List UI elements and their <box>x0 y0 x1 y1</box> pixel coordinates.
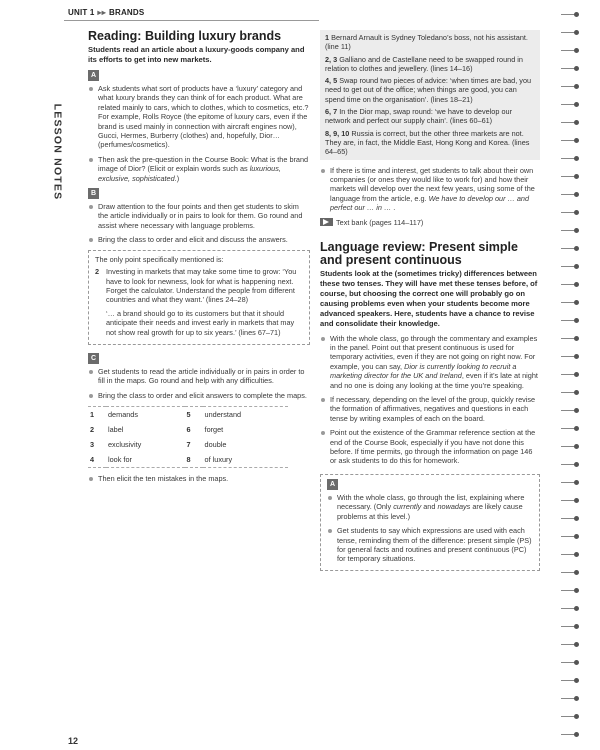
extension-bullet: If there is time and interest, get students to talk about their own companies (or ones they would like to work for) and how their markets will develop over the next few years, using some of the language from the article, e.g. We have to develop our … and perfect our … in … . <box>320 166 540 213</box>
answer-box-para-2: ‘… a brand should go to its customers but that it should anticipate their needs and invest early in markets that may not show real growth for up to six years.’ (lines 67–71) <box>106 308 295 337</box>
binding-ring <box>561 356 577 360</box>
section-a-badge: A <box>88 70 99 81</box>
binding-ring <box>561 104 577 108</box>
page-number: 12 <box>68 736 79 746</box>
lr-section-a-bullet-2: Get students to say which expressions are used with each tense, reminding them of the difference: present simple (PS) for general facts and routines and present continuous (PC) for temporary situations. <box>327 526 533 564</box>
answer-entry: 4, 5 Swap round two pieces of advice: ‘when times are bad, you need to get out of the office; when things are good, you can spend time on the organisation’. (lines 18–21) <box>325 76 532 104</box>
binding-ring <box>561 50 577 54</box>
unit-label: UNIT 1 <box>68 8 95 17</box>
binding-ring <box>561 464 577 468</box>
section-c-badge: C <box>88 353 99 364</box>
section-b-bullet-2: Bring the class to order and elicit and discuss the answers. <box>88 235 310 244</box>
binding-ring <box>561 734 577 738</box>
section-b-answer-box <box>88 250 310 345</box>
answer-box-item: 2 Investing in markets that may take some time to grow: ‘You have to look for newness, look for what is happening next. Forget the calculator. Understand the people from different countries and what they want.’ (lines 24–28) ‘… a brand should go to its customers but that it should anticipate their needs and invest early in markets that may not show real growth for up to six years.’ (lines 67–71) <box>95 267 303 337</box>
answer-entry: 1 Bernard Arnault is Sydney Toledano’s boss, not his assistant. (line 11) <box>325 33 528 52</box>
binding-ring <box>561 266 577 270</box>
binding-ring <box>561 122 577 126</box>
unit-topic: BRANDS <box>108 8 145 17</box>
binding-ring <box>561 230 577 234</box>
binding-ring <box>561 590 577 594</box>
left-column <box>88 30 310 489</box>
map-mistakes-answer-box <box>320 30 540 160</box>
section-b-badge: B <box>88 188 99 199</box>
binding-ring <box>561 374 577 378</box>
section-a-box <box>320 474 540 571</box>
binding-ring <box>561 140 577 144</box>
header-rule <box>64 20 319 21</box>
text-bank-reference: Text bank (pages 114–117) <box>320 218 540 227</box>
binding-ring <box>561 158 577 162</box>
reading-title: Reading: Building luxury brands <box>88 29 282 43</box>
binding-ring <box>561 320 577 324</box>
binding-ring <box>561 518 577 522</box>
right-column <box>320 30 540 571</box>
binding-ring <box>561 698 577 702</box>
binding-ring <box>561 410 577 414</box>
answer-box-para-1: Investing in markets that may take some time to grow: ‘You have to look for newness, look for what is happening next. Forget the calculator. Understand the people from different countries and what they want.’ (lines 24–28) <box>106 267 297 305</box>
binding-ring <box>561 302 577 306</box>
binding-ring <box>561 482 577 486</box>
section-b-bullet-1: Draw attention to the four points and then get students to skim the article individually or in pairs to look for them. Go round and assist where necessary with language problems. <box>88 202 310 230</box>
binding-ring <box>561 716 577 720</box>
lr-section-a-bullet-1: With the whole class, go through the list, explaining where necessary. (Only currently and nowadays are likely cause problems at this level.) <box>327 493 533 521</box>
binding-ring <box>561 194 577 198</box>
answer-entry: 8, 9, 10 Russia is correct, but the other three markets are not. They are, in fact, the Middle East, Hong Kong and Korea. (lines 64–65) <box>325 128 530 157</box>
binding-ring <box>561 572 577 576</box>
binding-ring <box>561 662 577 666</box>
binding-ring <box>561 644 577 648</box>
binding-ring <box>561 428 577 432</box>
lr-section-a-badge: A <box>327 479 338 490</box>
table-row: 3 exclusivity 7 double <box>90 440 227 450</box>
binding-ring <box>561 284 577 288</box>
side-tab <box>34 103 64 201</box>
language-review-intro: Students look at the (sometimes tricky) differences between these two tenses. They will have met these tenses before, of course, but choosing the correct one will probably go on causing problems even when your students become more advanced speakers. Here, students have a chance to revise and consolidate their knowledge. <box>320 268 538 328</box>
spiral-binding <box>561 0 600 750</box>
answer-entry: 2, 3 Galliano and de Castellane need to be swapped round in relation to clothes and jewellery. (lines 14–16) <box>325 54 523 73</box>
binding-ring <box>561 32 577 36</box>
table-row: 4 look for 8 of luxury <box>90 455 233 465</box>
header-separator: ▸▸ <box>97 8 106 17</box>
binding-ring <box>561 536 577 540</box>
binding-ring <box>561 608 577 612</box>
section-c-bullet-3: Then elicit the ten mistakes in the maps. <box>88 474 310 483</box>
table-row: 2 label 6 forget <box>90 425 224 435</box>
lr-bullet-2: If necessary, depending on the level of the group, quickly revise the formation of affirmatives, negatives and questions in each tense by writing examples of each on the board. <box>320 395 540 423</box>
answer-box-label: The only point specifically mentioned is: <box>95 254 224 264</box>
binding-ring <box>561 554 577 558</box>
binding-ring <box>561 500 577 504</box>
language-review-title: Language review: Present simple and present continuous <box>320 239 518 267</box>
binding-ring <box>561 68 577 72</box>
lr-bullet-3: Point out the existence of the Grammar reference section at the end of the Course Book, especially if you have not done this before. If time permits, go through the information on page 146 or ask students to do this for homework. <box>320 428 540 466</box>
running-header <box>68 8 144 17</box>
section-c-bullet-1: Get students to read the article individually or in pairs in order to fill in the maps. Go round and help with any difficulties. <box>88 367 310 386</box>
table-row: 1 demands 5 understand <box>90 410 242 420</box>
binding-ring <box>561 248 577 252</box>
side-tab-label: LESSON NOTES <box>51 103 64 201</box>
section-a-bullet-2: Then ask the pre-question in the Course Book: What is the brand image of Dior? (Elicit or explain words such as luxurious, exclusive, sophisticated.) <box>88 155 310 183</box>
binding-ring <box>561 392 577 396</box>
binding-ring <box>561 86 577 90</box>
binding-ring <box>561 680 577 684</box>
arrow-icon <box>320 218 333 226</box>
binding-ring <box>561 338 577 342</box>
binding-ring <box>561 446 577 450</box>
lr-bullet-1: With the whole class, go through the commentary and examples in the panel. Point out that present continuous is used for temporary activities, even if they are not going on right now. For example, you can say, Dior is currently looking to recruit a marketing director for the UK and Ireland, even if it’s late at night and no one is doing any looking at the time you’re speaking. <box>320 334 540 390</box>
answer-entry: 6, 7 In the Dior map, swap round: ‘we have to develop our network and perfect our supply chain’. (lines 60–61) <box>325 107 512 126</box>
binding-ring <box>561 14 577 18</box>
binding-ring <box>561 176 577 180</box>
binding-ring <box>561 212 577 216</box>
section-c-bullet-2: Bring the class to order and elicit answers to complete the maps. <box>88 391 310 400</box>
reading-intro: Students read an article about a luxury-goods company and its efforts to get into new markets. <box>88 45 305 64</box>
map-answers-table <box>88 406 288 468</box>
binding-ring <box>561 626 577 630</box>
section-a-bullet-1: Ask students what sort of products have a ‘luxury’ category and what luxury brands they can think of for each product. What are related mainly to cars, which to clothes, which to cosmetics, etc.? For example, Rolls Royce (the epitome of luxury cars, even if the brand is used mainly in connection with aircraft engines now), Gucci, Hermes, Burberry (clothes) and, hopefully, Dior… (perfumes/cosmetics). <box>88 84 310 150</box>
